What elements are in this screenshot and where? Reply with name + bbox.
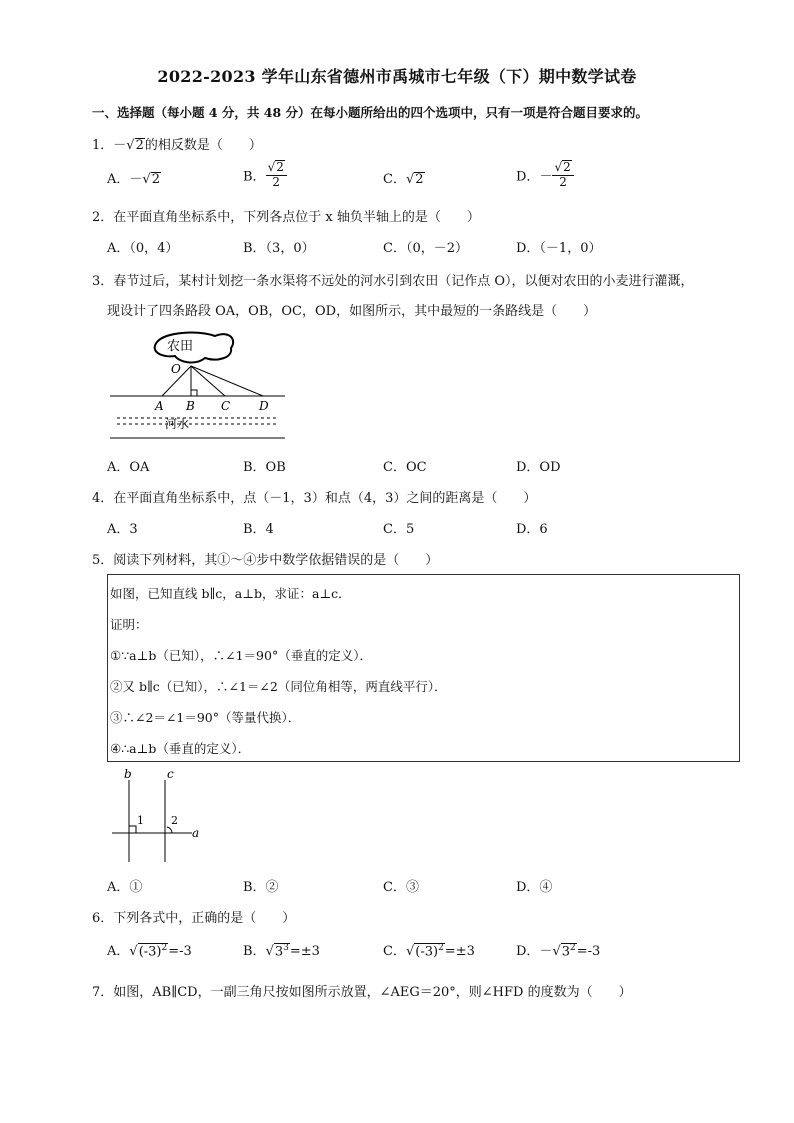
question-number: 1． <box>92 138 114 153</box>
question-4: 4．在平面直角坐标系中，点（－1，3）和点（4，3）之间的距离是（ ） <box>92 491 537 506</box>
page-title: 2022-2023 学年山东省德州市禹城市七年级（下）期中数学试卷 <box>157 67 637 86</box>
question-3-line1: 3．春节过后，某村计划挖一条水渠将不远处的河水引到农田（记作点 O），以便对农田的小麦进行灌溉， <box>92 274 694 289</box>
q4-option-d: D．6 <box>516 522 548 537</box>
q6-option-d: D．$-√3^2=-3$ <box>516 942 601 959</box>
proof-line-3: ①∵a⊥b（已知），∴∠1＝90°（垂直的定义）． <box>110 648 372 663</box>
proof-line-1: 如图，已知直线 b∥c，a⊥b，求证：a⊥c． <box>110 586 351 601</box>
q6-option-b: B．$√3^3=\pm 3$ <box>243 942 320 959</box>
point-b-label: B <box>186 399 195 413</box>
q3-option-d: D．OD <box>516 460 561 475</box>
angle-1-label: 1 <box>137 814 144 827</box>
point-c-label: C <box>221 399 231 413</box>
q1-option-a: A．－√2 <box>107 172 160 187</box>
q5-option-b: B．② <box>243 880 279 895</box>
q2-option-a: A．（0，4） <box>107 241 179 256</box>
proof-line-4: ②又 b∥c（已知），∴∠1＝∠2（同位角相等，两直线平行）． <box>110 679 447 694</box>
line-b-label: b <box>124 767 132 781</box>
river-label: 河水 <box>165 417 190 431</box>
question-3-line2: 现设计了四条路段 OA，OB，OC，OD，如图所示，其中最短的一条路线是（ ） <box>107 304 597 319</box>
q5-option-a: A．① <box>107 880 143 895</box>
field-label: 农田 <box>167 339 194 354</box>
section-heading: 一、选择题（每小题 4 分，共 48 分）在每小题所给出的四个选项中，只有一项是符合题目要求的。 <box>92 105 649 120</box>
q6-option-c: C．$√(-3)^2=\pm 3$ <box>383 942 475 959</box>
line-a-label: a <box>192 826 200 840</box>
q1-option-d: D．－ $\frac{√2}{2}$ <box>516 160 574 190</box>
line-c-label: c <box>167 767 174 781</box>
q3-option-b: B．OB <box>243 460 286 475</box>
proof-line-2: 证明： <box>110 617 148 632</box>
proof-box <box>107 574 740 762</box>
question-5: 5．阅读下列材料，其①～④步中数学依据错误的是（ ） <box>92 553 439 568</box>
question-1-text: 的相反数是（ ） <box>144 138 262 153</box>
point-o-label: O <box>171 362 181 376</box>
river-field-figure <box>105 328 295 444</box>
q5-option-d: D．④ <box>516 880 553 895</box>
q3-option-a: A．OA <box>107 460 150 475</box>
q4-option-c: C．5 <box>383 522 415 537</box>
q3-option-c: C．OC <box>383 460 427 475</box>
question-7: 7．如图，AB∥CD，一副三角尺按如图所示放置，∠AEG＝20°，则∠HFD 的度数为（ ） <box>92 985 632 1000</box>
q2-option-b: B．（3，0） <box>243 241 315 256</box>
question-6: 6．下列各式中，正确的是（ ） <box>92 911 296 926</box>
question-2: 2．在平面直角坐标系中，下列各点位于 x 轴负半轴上的是（ ） <box>92 210 480 225</box>
q4-option-b: B．4 <box>243 522 274 537</box>
angle-2-label: 2 <box>171 814 178 827</box>
proof-line-5: ③∴∠2＝∠1＝90°（等量代换）． <box>110 710 301 725</box>
q6-option-a: A．$√(-3)^2=-3$ <box>107 942 192 959</box>
proof-line-6: ④∴a⊥b（垂直的定义）． <box>110 741 251 756</box>
point-d-label: D <box>259 399 269 413</box>
q1-option-b: B． $\frac{√2}{2}$ <box>243 160 287 190</box>
point-a-label: A <box>155 399 164 413</box>
q2-option-d: D．（－1，0） <box>516 241 602 256</box>
q5-option-c: C．③ <box>383 880 419 895</box>
q2-option-c: C．（0，－2） <box>383 241 468 256</box>
q1-option-c: C．√2 <box>383 172 424 187</box>
question-1: 1．－√2的相反数是（ ） <box>92 138 262 153</box>
q4-option-a: A．3 <box>107 522 138 537</box>
parallel-lines-figure <box>108 766 208 864</box>
